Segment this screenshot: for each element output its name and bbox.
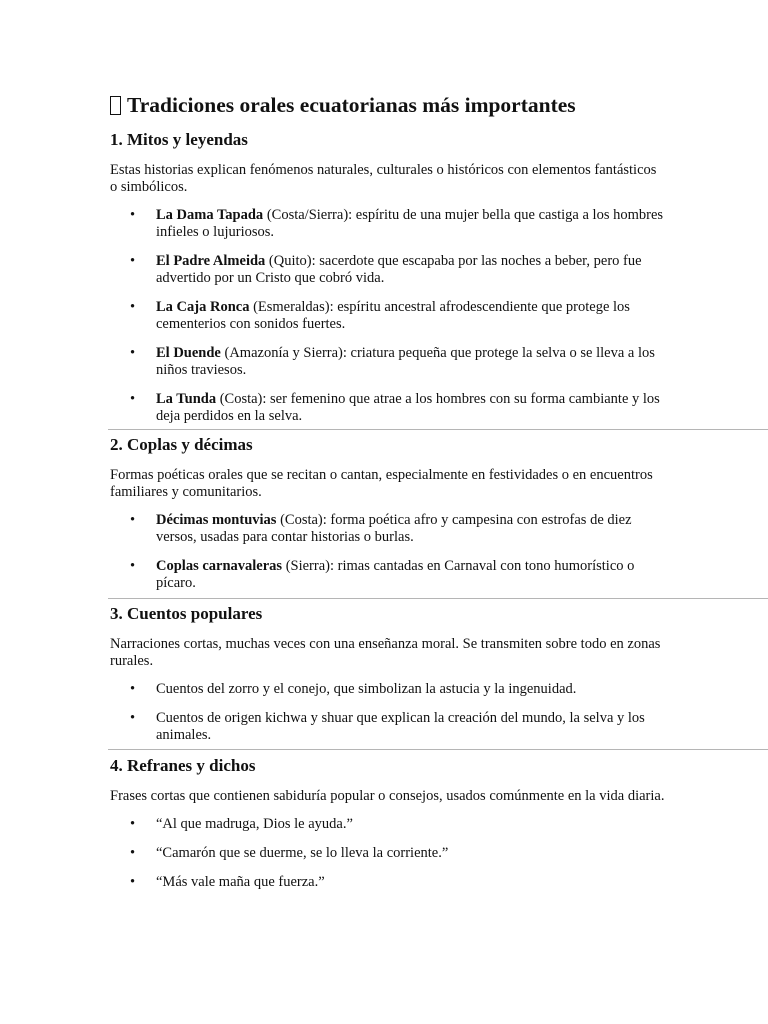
bullet-icon: •: [130, 512, 136, 528]
item-text: (Sierra): rimas cantadas en Carnaval con tono humorístico o pícaro.: [156, 558, 635, 591]
list-item: [110, 710, 666, 744]
list-item: [110, 391, 666, 425]
list-item: [110, 207, 666, 241]
item-text: (Quito): sacerdote que escapaba por las noches a beber, pero fue advertido por un Cristo que cobró vida.: [156, 253, 642, 286]
item-term: La Caja Ronca: [156, 299, 250, 315]
list-item: [110, 874, 666, 891]
section-mitos-y-leyendas: [110, 130, 710, 425]
section-heading: 3. Cuentos populares: [110, 604, 263, 623]
bullet-icon: •: [130, 710, 136, 726]
bullet-icon: •: [130, 299, 136, 315]
section-coplas-y-decimas: [110, 435, 710, 592]
item-term: La Tunda: [156, 391, 217, 407]
title-text: Tradiciones orales ecuatorianas más importantes: [127, 93, 576, 117]
bullet-list: [110, 816, 710, 891]
list-item: [110, 345, 666, 379]
bullet-icon: •: [130, 816, 136, 832]
section-heading: 1. Mitos y leyendas: [110, 130, 248, 149]
item-text: (Amazonía y Sierra): criatura pequeña que protege la selva o se lleva a los niños traviesos.: [156, 345, 655, 378]
item-text: (Costa): forma poética afro y campesina con estrofas de diez versos, usadas para contar historias o burlas.: [156, 512, 632, 545]
item-text: Cuentos de origen kichwa y shuar que explican la creación del mundo, la selva y los animales.: [156, 710, 645, 743]
list-item: [110, 299, 666, 333]
section-heading: 2. Coplas y décimas: [110, 435, 253, 454]
bullet-icon: •: [130, 253, 136, 269]
item-term: Décimas montuvias: [156, 512, 277, 528]
list-item: [110, 253, 666, 287]
section-cuentos-populares: [110, 604, 710, 744]
bullet-list: [110, 512, 710, 592]
missing-glyph-icon: [110, 96, 121, 115]
bullet-list: [110, 207, 710, 425]
section-intro: Formas poéticas orales que se recitan o cantan, especialmente en festividades o en encuentros familiares y comunitarios.: [110, 467, 653, 500]
item-term: El Duende: [156, 345, 221, 361]
item-term: La Dama Tapada: [156, 207, 264, 223]
section-heading: 4. Refranes y dichos: [110, 756, 256, 775]
bullet-icon: •: [130, 845, 136, 861]
list-item: [110, 845, 666, 862]
item-term: El Padre Almeida: [156, 253, 266, 269]
list-item: [110, 681, 666, 698]
item-text: (Costa/Sierra): espíritu de una mujer bella que castiga a los hombres infieles o lujuriosos.: [156, 207, 664, 240]
list-item: [110, 558, 666, 592]
item-text: “Camarón que se duerme, se lo lleva la corriente.”: [156, 845, 449, 861]
list-item: [110, 816, 666, 833]
bullet-icon: •: [130, 345, 136, 361]
bullet-list: [110, 681, 710, 744]
bullet-icon: •: [130, 874, 136, 890]
section-intro: Frases cortas que contienen sabiduría popular o consejos, usados comúnmente en la vida diaria.: [110, 788, 665, 804]
section-divider: [108, 598, 768, 599]
bullet-icon: •: [130, 558, 136, 574]
item-text: Cuentos del zorro y el conejo, que simbolizan la astucia y la ingenuidad.: [156, 681, 577, 697]
section-intro: Estas historias explican fenómenos naturales, culturales o históricos con elementos fantásticos o simbólicos.: [110, 162, 657, 195]
item-text: “Más vale maña que fuerza.”: [156, 874, 325, 890]
section-divider: [108, 749, 768, 750]
item-text: (Costa): ser femenino que atrae a los hombres con su forma cambiante y los deja perdidos en la selva.: [156, 391, 660, 424]
bullet-icon: •: [130, 681, 136, 697]
section-refranes-y-dichos: [110, 756, 710, 891]
bullet-icon: •: [130, 391, 136, 407]
item-text: “Al que madruga, Dios le ayuda.”: [156, 816, 353, 832]
section-intro: Narraciones cortas, muchas veces con una enseñanza moral. Se transmiten sobre todo en zonas rurales.: [110, 636, 661, 669]
bullet-icon: •: [130, 207, 136, 223]
item-term: Coplas carnavaleras: [156, 558, 283, 574]
section-divider: [108, 429, 768, 430]
list-item: [110, 512, 666, 546]
document-title: [110, 92, 750, 118]
item-text: (Esmeraldas): espíritu ancestral afrodescendiente que protege los cementerios con sonidos fuertes.: [156, 299, 630, 332]
